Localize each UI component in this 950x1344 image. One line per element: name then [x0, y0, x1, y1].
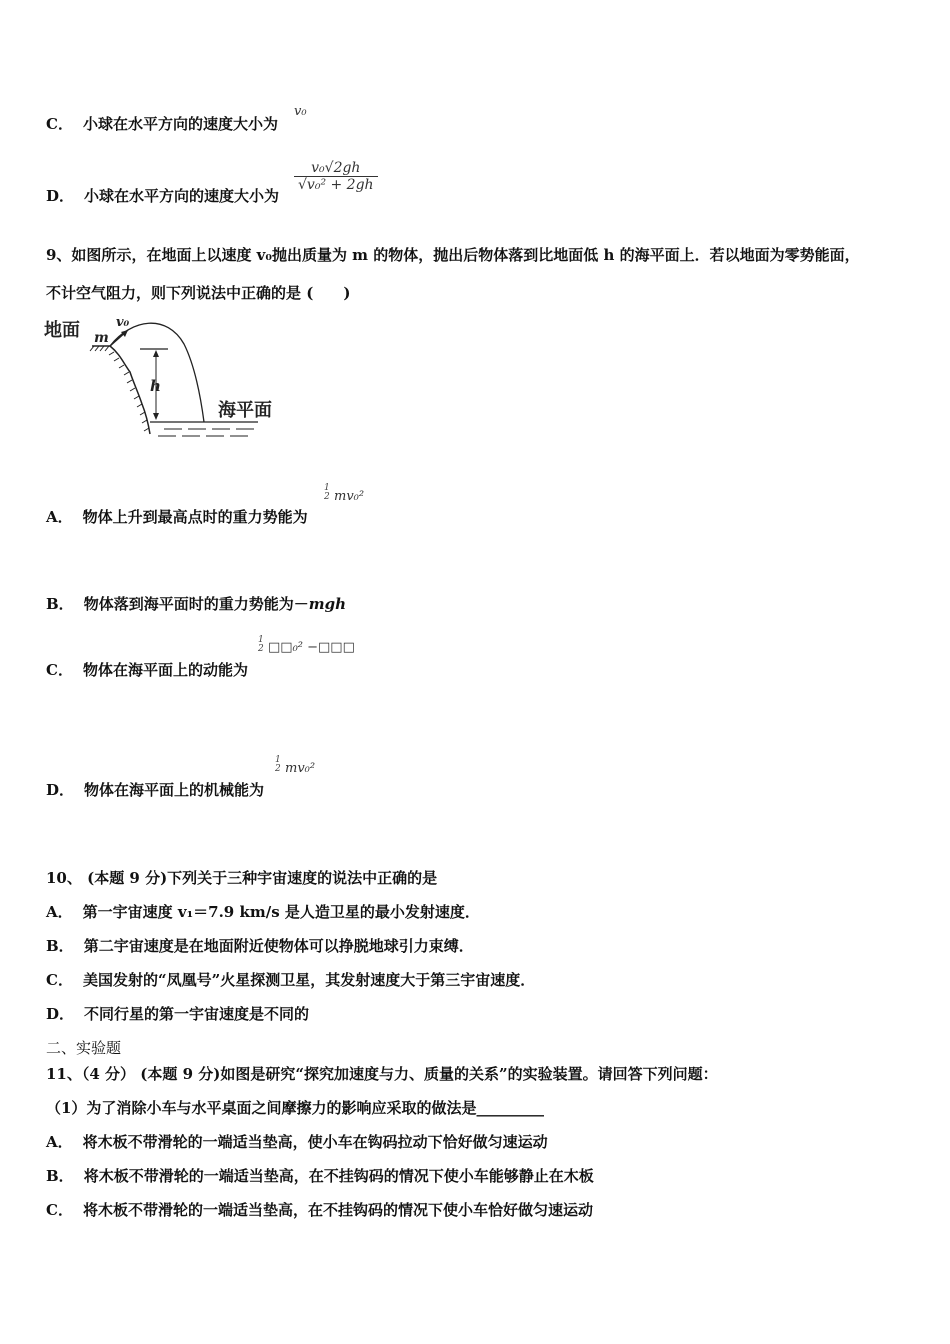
- q8-d-formula: [294, 160, 378, 193]
- option-text: 物体上升到最高点时的重力势能为: [82, 508, 308, 526]
- option-text: 物体落到海平面时的重力势能为－: [83, 595, 309, 613]
- sea-waves: [158, 429, 254, 436]
- q11-stem: 11、（4 分） (本题 9 分)如图是研究“探究加速度与力、质量的关系”的实验装置。请回答下列问题：: [46, 1065, 718, 1083]
- option-label: A．: [46, 1133, 73, 1151]
- q9-a-half: [324, 484, 330, 502]
- height-arrow-bottom: [153, 413, 159, 420]
- option-formula: mgh: [308, 595, 346, 613]
- option-text: 美国发射的“凤凰号”火星探测卫星，其发射速度大于第三宇宙速度．: [82, 971, 536, 989]
- frac-den: 2: [324, 492, 330, 502]
- q11-option-a: [46, 1132, 548, 1152]
- q11-option-c: [46, 1200, 593, 1220]
- velocity-label: v₀: [116, 315, 130, 330]
- option-label: C．: [46, 661, 73, 679]
- q8-c-formula: v₀: [294, 104, 307, 119]
- option-label: C．: [46, 971, 73, 989]
- q10-stem: 10、 (本题 9 分)下列关于三种宇宙速度的说法中正确的是: [46, 869, 438, 887]
- option-text: 将木板不带滑轮的一端适当垫高，在不挂钩码的情况下使小车恰好做匀速运动: [82, 1201, 593, 1219]
- option-text: 将木板不带滑轮的一端适当垫高，使小车在钩码拉动下恰好做匀速运动: [82, 1133, 548, 1151]
- option-label: B．: [46, 1167, 74, 1185]
- ground-label: 地面: [44, 320, 80, 341]
- q9-stem-line2: 不计空气阻力，则下列说法中正确的是 ( ): [46, 284, 351, 302]
- cliff-hatch: [109, 352, 149, 431]
- q10-option-d: [46, 1004, 309, 1024]
- q8-option-c: [46, 114, 278, 134]
- frac-den: 2: [275, 764, 281, 774]
- option-text: 小球在水平方向的速度大小为: [82, 115, 278, 133]
- q9-option-c: [46, 660, 248, 680]
- mass-label: m: [94, 330, 109, 346]
- option-text: 不同行星的第一宇宙速度是不同的: [84, 1005, 310, 1023]
- trajectory: [110, 323, 204, 422]
- frac-num: 1: [258, 635, 264, 645]
- frac-num: 1: [275, 755, 281, 765]
- q9-figure: [42, 312, 292, 450]
- option-text: 物体在海平面上的动能为: [82, 661, 248, 679]
- option-label: A．: [46, 508, 73, 526]
- q9-a-formula: mv₀²: [334, 489, 365, 504]
- cliff-line: [110, 346, 150, 434]
- q9-option-a: [46, 507, 308, 527]
- q11-sub1: （1）为了消除小车与水平桌面之间摩擦力的影响应采取的做法是_________: [46, 1099, 544, 1117]
- q8-option-d: [46, 186, 279, 206]
- option-label: C．: [46, 1201, 73, 1219]
- formula-numerator: v₀√2gh: [294, 160, 378, 177]
- option-label: D．: [46, 1005, 75, 1023]
- q9-option-d: [46, 780, 264, 800]
- height-label: h: [150, 377, 161, 395]
- option-text: 小球在水平方向的速度大小为: [84, 187, 280, 205]
- option-text: 第一宇宙速度 v₁＝7.9 km/s 是人造卫星的最小发射速度．: [82, 903, 480, 921]
- option-label: B．: [46, 595, 74, 613]
- option-label: D．: [46, 781, 75, 799]
- option-label: A．: [46, 903, 73, 921]
- option-label: B．: [46, 937, 74, 955]
- frac-den: 2: [258, 644, 264, 654]
- sea-label: 海平面: [218, 400, 272, 421]
- option-label: C．: [46, 115, 73, 133]
- q9-c-formula: □□₀² −□□□: [268, 640, 355, 655]
- option-text: 将木板不带滑轮的一端适当垫高，在不挂钩码的情况下使小车能够静止在木板: [83, 1167, 594, 1185]
- q9-d-half: [275, 756, 281, 774]
- frac-num: 1: [324, 483, 330, 493]
- q9-c-half: [258, 636, 264, 654]
- formula-denominator: √v₀² + 2gh: [298, 177, 374, 193]
- option-text: 物体在海平面上的机械能为: [84, 781, 265, 799]
- q10-option-c: [46, 970, 535, 990]
- q10-option-b: [46, 936, 474, 956]
- q11-option-b: [46, 1166, 594, 1186]
- q9-d-formula: mv₀²: [285, 761, 316, 776]
- option-text: 第二宇宙速度是在地面附近使物体可以挣脱地球引力束缚．: [83, 937, 474, 955]
- q10-option-a: [46, 902, 480, 922]
- option-label: D．: [46, 187, 75, 205]
- height-arrow-top: [153, 350, 159, 357]
- q9-option-b: [46, 594, 346, 614]
- section-heading: 二、实验题: [46, 1039, 122, 1057]
- q9-stem-line1: 9、如图所示，在地面上以速度 v₀抛出质量为 m 的物体，抛出后物体落到比地面低 h 的海平面上．若以地面为零势能面，: [46, 246, 860, 264]
